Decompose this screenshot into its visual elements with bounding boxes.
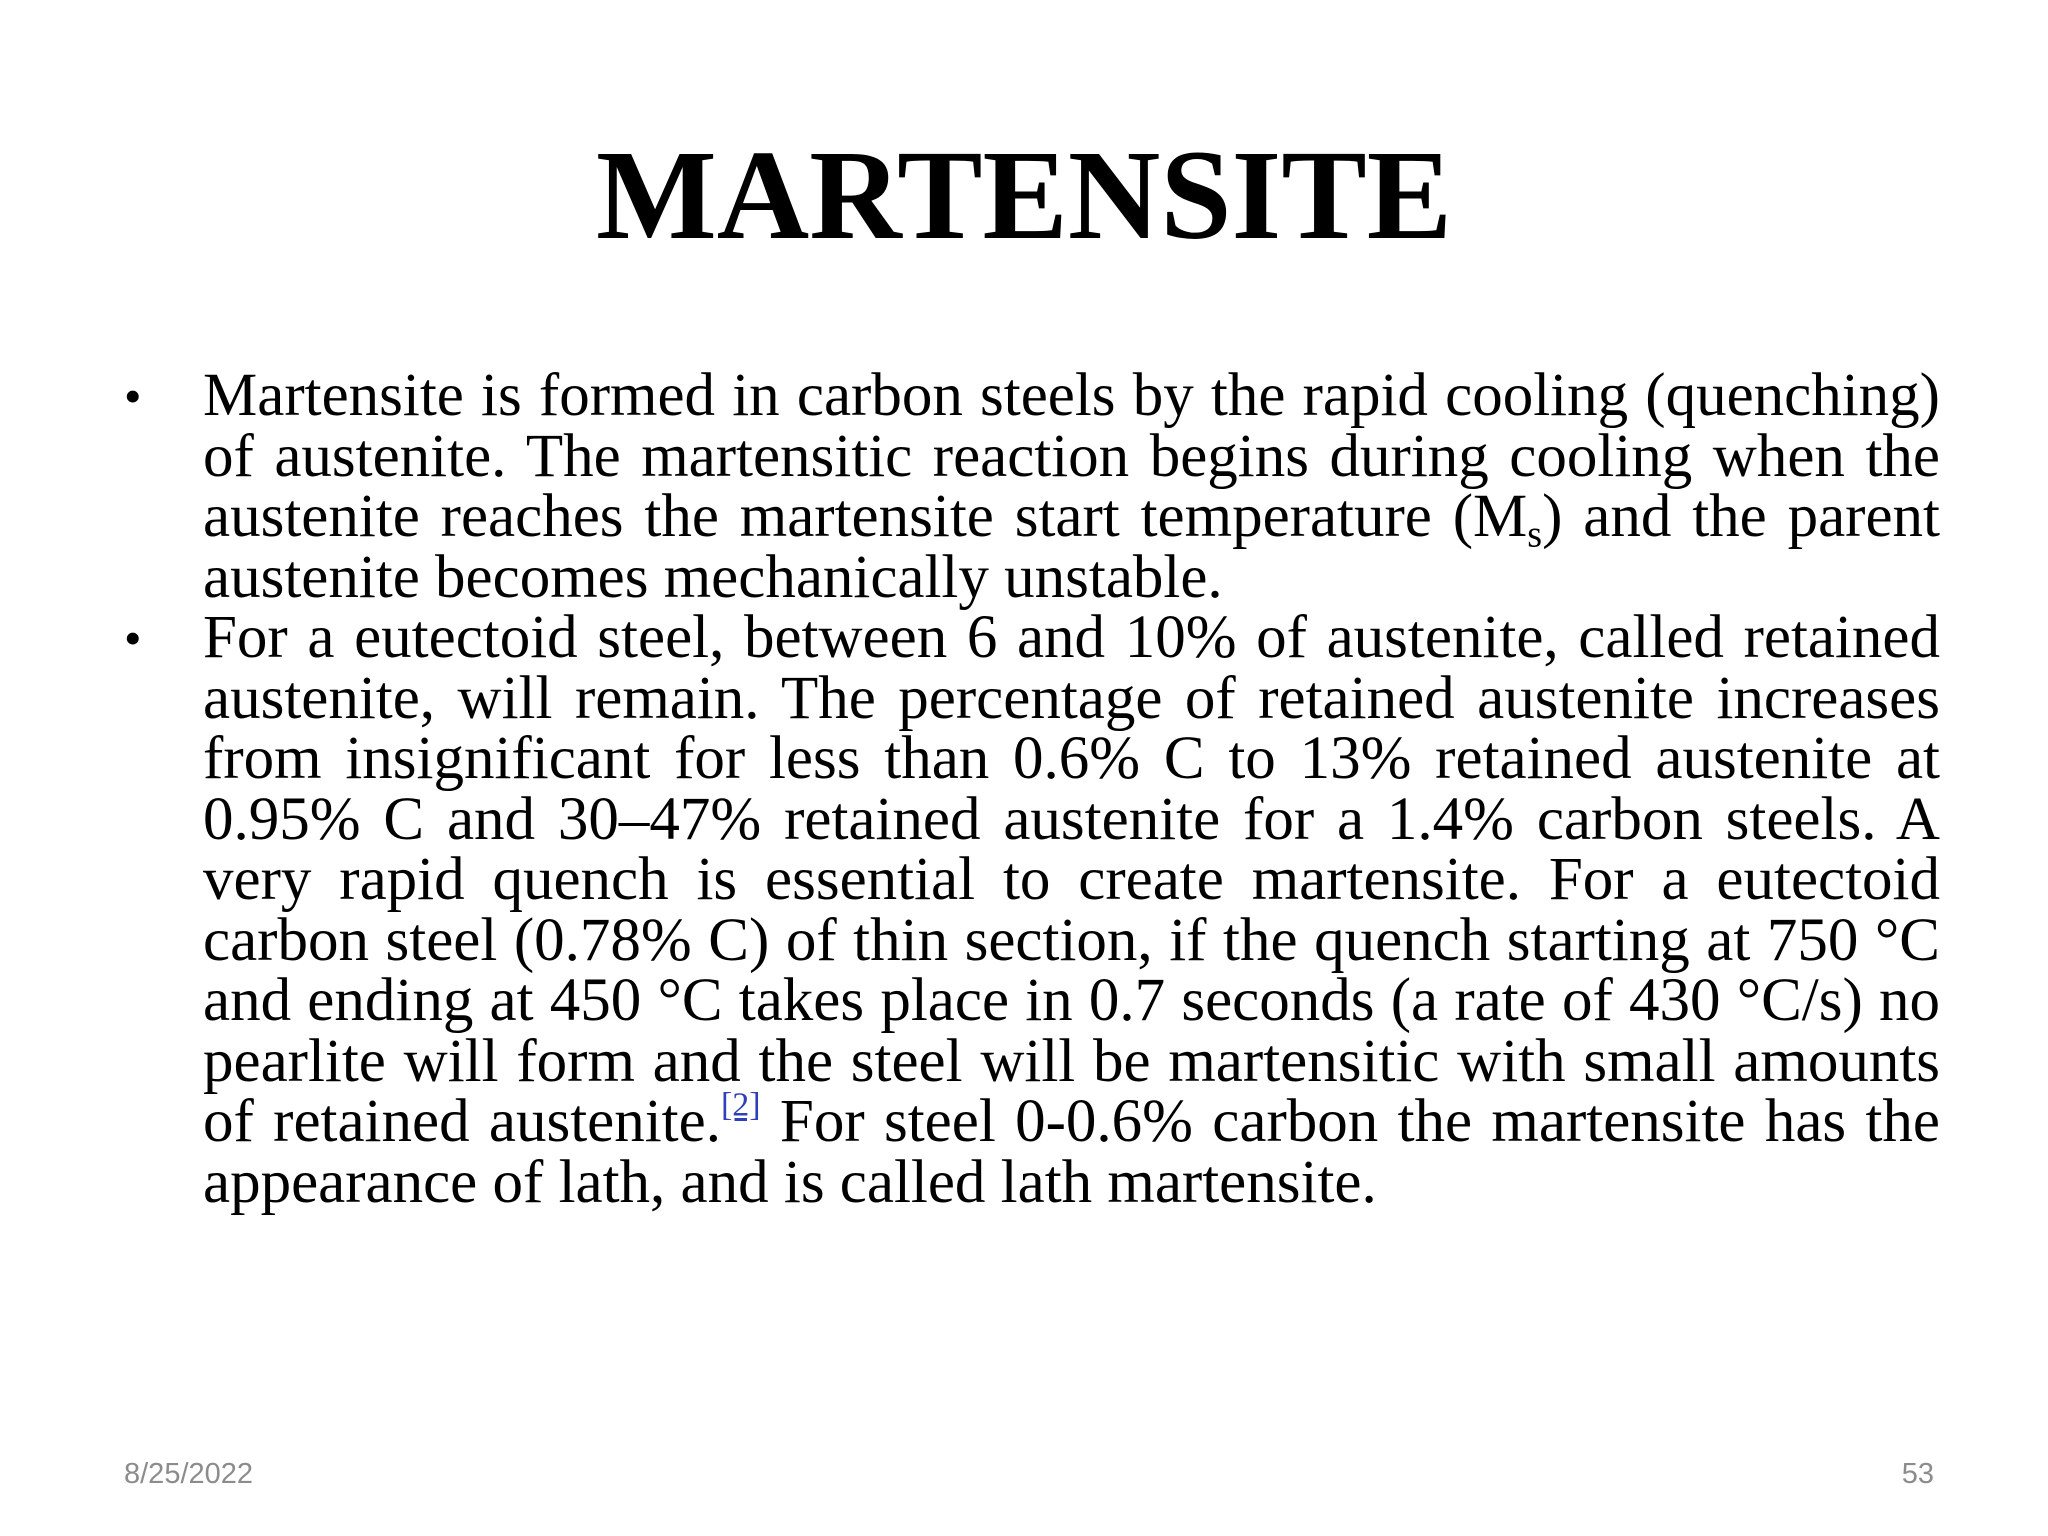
subscript-s: s xyxy=(1527,513,1543,556)
bullet-marker: • xyxy=(124,368,142,424)
bullet-item-retained-austenite xyxy=(124,604,1940,1216)
bullet-text-part: For steel 0-0.6% carbon the martensite has the appearance of lath, and is called lath martensite. xyxy=(203,1088,1940,1216)
bullet-text-part: ) and the parent austenite becomes mechanically unstable. xyxy=(203,483,1940,611)
bullet-marker: • xyxy=(124,610,142,666)
bullet-item-martensite-formation xyxy=(124,362,1940,611)
slide-title: MARTENSITE xyxy=(595,124,1453,266)
bullet-text xyxy=(203,604,1940,1216)
citation-link[interactable]: [2] xyxy=(720,1086,761,1124)
footer-date: 8/25/2022 xyxy=(124,1458,254,1490)
bullet-text xyxy=(203,362,1940,611)
bullet-text-part: Martensite is formed in carbon steels by the rapid cooling (quenching) of austenite. The martensitic reaction begins during cooling when the austenite reaches the martensite start temperature (M xyxy=(203,362,1940,550)
bullet-list xyxy=(124,362,1940,1216)
slide-number: 53 xyxy=(1901,1458,1934,1490)
bullet-text-part: For a eutectoid steel, between 6 and 10% of austenite, called retained austenite, will remain. The percentage of retained austenite increases from insignificant for less than 0.6% C to 13% retained austenite at 0.95% C and 30–47% retained austenite for a 1.4% carbon steels. A very rapid quench is essential to create martensite. For a eutectoid carbon steel (0.78% C) of thin section, if the quench starting at 750 °C and ending at 450 °C takes place in 0.7 seconds (a rate of 430 °C/s) no pearlite will form and the steel will be martensitic with small amounts of retained austenite. xyxy=(203,604,1940,1155)
